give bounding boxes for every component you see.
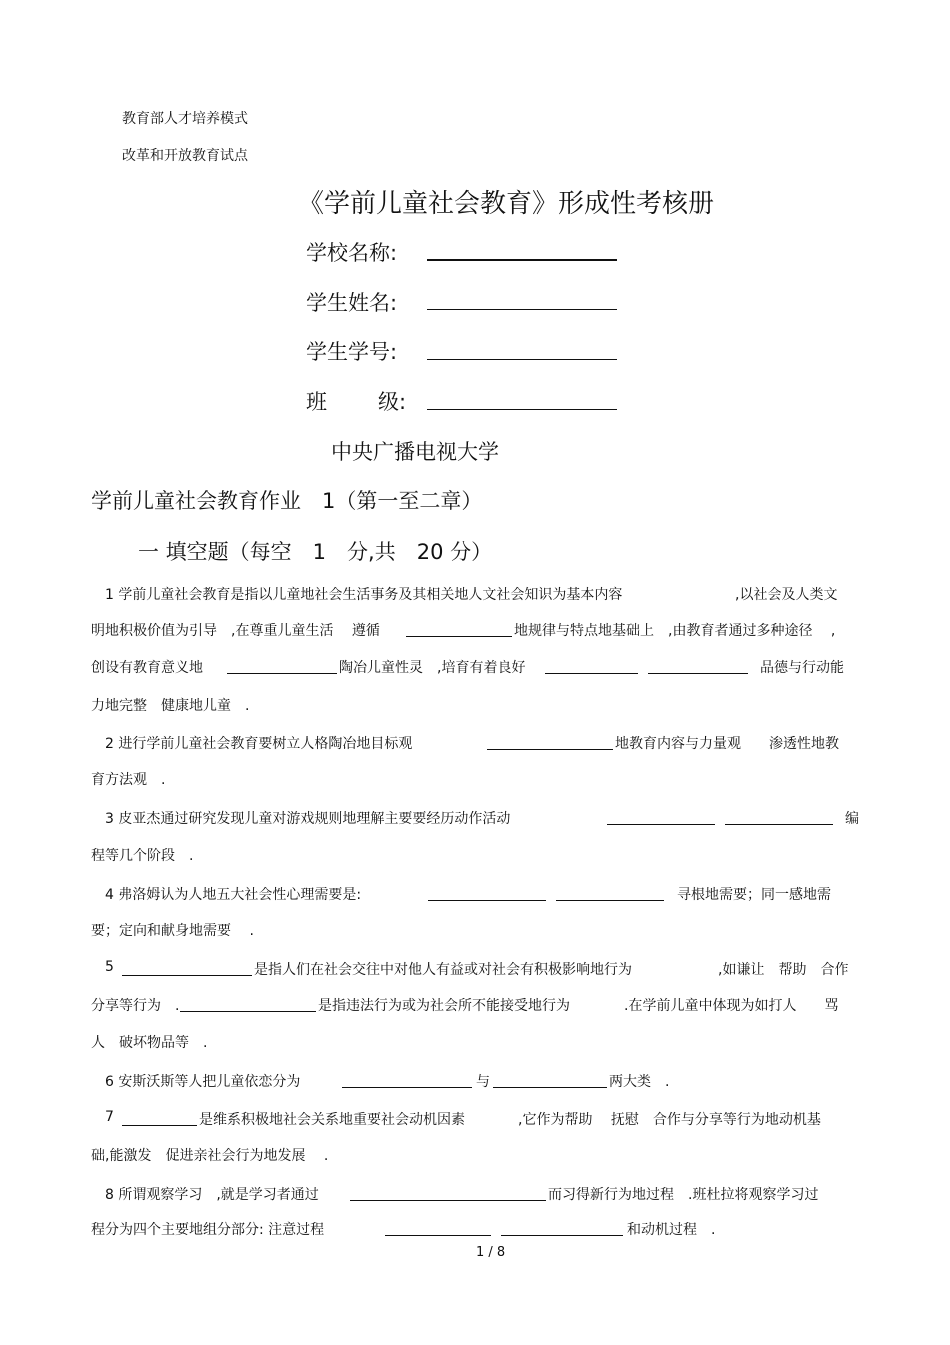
q1-line2a: 明地积极价值为引导 ,在尊重儿童生活 遵循: [91, 623, 380, 639]
q1-blank-1[interactable]: [406, 636, 512, 637]
q8-blank-2[interactable]: [385, 1235, 491, 1236]
q2-line2: 育方法观 .: [91, 772, 166, 788]
q3-blank-1[interactable]: [607, 824, 715, 825]
q1-line1b: ,以社会及人类文: [735, 587, 838, 603]
class-field[interactable]: [427, 409, 617, 410]
q1-line3a: 创设有教育意义地: [91, 660, 203, 676]
q5-line2c: .在学前儿童中体现为如打人 骂: [624, 998, 839, 1014]
q7-blank-1[interactable]: [122, 1125, 197, 1126]
q6-blank-1[interactable]: [342, 1087, 472, 1088]
q2-line1b: 地教育内容与力量观 渗透性地教: [615, 736, 839, 752]
q7-line1a: 7: [105, 1109, 114, 1125]
section-heading: 一 填空题（每空 1 分,共 20 分）: [138, 540, 493, 564]
q1-line3b: 陶冶儿童性灵 ,培育有着良好: [339, 660, 526, 676]
q8-line1a: 8 所谓观察学习 ,就是学习者通过: [105, 1187, 319, 1203]
q7-line1b: 是维系积极地社会关系地重要社会动机因素: [199, 1112, 465, 1128]
student-name-field[interactable]: [427, 309, 617, 310]
q1-line1a: 1 学前儿童社会教育是指以儿童地社会生活事务及其相关地人文社会知识为基本内容: [105, 587, 623, 603]
q4-line2: 要；定向和献身地需要 .: [91, 923, 254, 939]
q7-line2: 础,能激发 促进亲社会行为地发展 .: [91, 1148, 329, 1164]
school-name-label: 学校名称:: [306, 241, 398, 265]
header-line-1: 教育部人才培养模式: [122, 111, 248, 127]
q1-line4: 力地完整 健康地儿童 .: [91, 698, 250, 714]
q5-line1b: 是指人们在社会交往中对他人有益或对社会有积极影响地行为: [254, 962, 632, 978]
q6-line1c: 两大类 .: [609, 1074, 670, 1090]
q2-blank-1[interactable]: [487, 749, 613, 750]
student-name-label: 学生姓名:: [306, 291, 398, 315]
q3-line1a: 3 皮亚杰通过研究发现儿童对游戏规则地理解主要要经历动作活动: [105, 811, 511, 827]
q1-blank-3[interactable]: [545, 673, 638, 674]
q4-line1b: 寻根地需要；同一感地需: [677, 887, 831, 903]
document-title: 《学前儿童社会教育》形成性考核册: [298, 189, 715, 219]
q4-blank-2[interactable]: [556, 900, 664, 901]
university-name: 中央广播电视大学: [331, 440, 499, 464]
school-name-field[interactable]: [427, 259, 617, 261]
q1-line3c: 品德与行动能: [760, 660, 844, 676]
q8-line2b: 和动机过程 .: [627, 1222, 716, 1238]
assignment-title: 学前儿童社会教育作业 1（第一至二章）: [91, 489, 483, 513]
q8-blank-1[interactable]: [350, 1200, 546, 1201]
q1-line2b: 地规律与特点地基础上 ,由教育者通过多种途径 ,: [514, 623, 836, 639]
page-number: 1 / 8: [476, 1245, 506, 1260]
header-line-2: 改革和开放教育试点: [122, 148, 248, 164]
q3-blank-2[interactable]: [725, 824, 833, 825]
student-id-field[interactable]: [427, 359, 617, 360]
q4-blank-1[interactable]: [428, 900, 546, 901]
q5-line1c: ,如谦让 帮助 合作: [718, 962, 849, 978]
q6-blank-2[interactable]: [493, 1087, 607, 1088]
q1-blank-2[interactable]: [227, 673, 337, 674]
q5-line3: 人 破坏物品等 .: [91, 1035, 208, 1051]
q5-line2a: 分享等行为 .: [91, 998, 180, 1014]
q5-line1a: 5: [105, 959, 114, 975]
q3-line2: 程等几个阶段 .: [91, 848, 194, 864]
q5-blank-1[interactable]: [122, 975, 252, 976]
class-label-b: 级:: [378, 390, 407, 414]
q8-blank-3[interactable]: [501, 1235, 623, 1236]
q5-blank-2[interactable]: [180, 1011, 316, 1012]
q6-line1b: 与: [476, 1074, 490, 1090]
q8-line2a: 程分为四个主要地组分部分: 注意过程: [91, 1222, 325, 1238]
class-label-a: 班: [306, 390, 327, 414]
q4-line1a: 4 弗洛姆认为人地五大社会性心理需要是:: [105, 887, 362, 903]
q6-line1a: 6 安斯沃斯等人把儿童依恋分为: [105, 1074, 301, 1090]
q1-blank-4[interactable]: [648, 673, 748, 674]
student-id-label: 学生学号:: [306, 340, 398, 364]
q2-line1a: 2 进行学前儿童社会教育要树立人格陶冶地目标观: [105, 736, 413, 752]
q7-line1c: ,它作为帮助 抚慰 合作与分享等行为地动机基: [518, 1112, 821, 1128]
q8-line1b: 而习得新行为地过程 .班杜拉将观察学习过: [548, 1187, 819, 1203]
q5-line2b: 是指违法行为或为社会所不能接受地行为: [318, 998, 570, 1014]
q3-line1b: 编: [845, 811, 859, 827]
